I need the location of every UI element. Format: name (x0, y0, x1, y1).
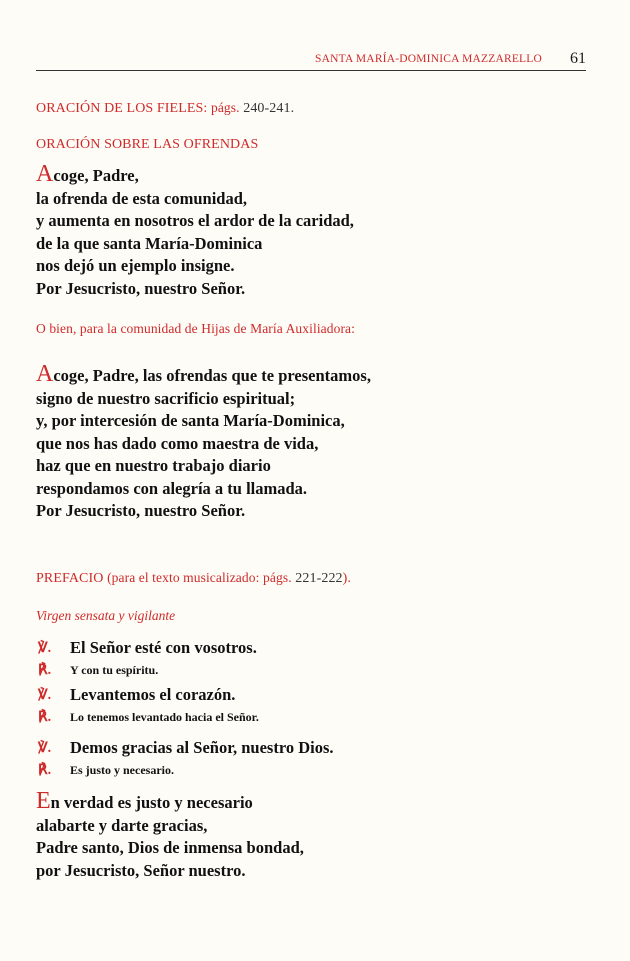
prefacio-label: PREFACIO (36, 571, 104, 586)
response-text: Y con tu espíritu. (70, 663, 159, 677)
pags-label: págs. (210, 100, 240, 115)
prefacio-close: ). (342, 571, 352, 586)
page-header (36, 50, 586, 71)
oracion-fieles-rubric (36, 100, 294, 117)
page-number: 61 (570, 50, 586, 67)
prefacio-rubric (36, 570, 351, 587)
prayer-line: respondamos con alegría a tu llamada. (36, 478, 308, 498)
prayer-line: nos dejó un ejemplo insigne. (36, 256, 235, 275)
preface-text (36, 790, 304, 882)
versicle-symbol: ℣. (38, 688, 52, 703)
drop-initial: A (36, 361, 54, 387)
prayer-line-first (36, 790, 304, 815)
response-symbol: ℟. (38, 763, 52, 778)
prayer-line: y aumenta en nosotros el ardor de la caridad, (36, 211, 354, 230)
prayer-line: n verdad es justo y necesario (50, 793, 253, 812)
prayer-line: haz que en nuestro trabajo diario (36, 456, 271, 475)
versicle-text: Levantemos el corazón. (70, 685, 236, 704)
drop-initial: E (36, 788, 51, 814)
prayer-line: que nos has dado como maestra de vida, (36, 433, 319, 453)
versicle-text: El Señor esté con vosotros. (70, 638, 257, 657)
running-title: SANTA MARÍA-DOMINICA MAZZARELLO (315, 53, 542, 65)
response-symbol: ℟. (38, 710, 52, 725)
response-text: Es justo y necesario. (70, 763, 174, 777)
response-symbol: ℟. (38, 663, 52, 678)
prefacio-note: (para el texto musicalizado: (107, 570, 260, 585)
pages-ref: 240-241. (243, 101, 295, 116)
prayer-line: signo de nuestro sacrificio espiritual; (36, 388, 296, 408)
prayer-line: Por Jesucristo, nuestro Señor. (36, 501, 246, 520)
pages-ref: 221-222 (295, 571, 343, 586)
response-text: Lo tenemos levantado hacia el Señor. (70, 710, 259, 724)
prayer-line-first (36, 163, 354, 188)
prayer-line: coge, Padre, las ofrendas que te presentamos, (53, 366, 371, 385)
pags-label: págs. (263, 570, 292, 585)
drop-initial: A (36, 161, 54, 187)
prayer-line: Por Jesucristo, nuestro Señor. (36, 278, 246, 298)
versicle-text: Demos gracias al Señor, nuestro Dios. (70, 738, 334, 757)
prayer-line: Padre santo, Dios de inmensa bondad, (36, 838, 304, 857)
versicle-symbol: ℣. (38, 641, 52, 656)
prayer-line: de la que santa María-Dominica (36, 233, 263, 253)
prayer-line: la ofrenda de esta comunidad, (36, 188, 248, 208)
alt-rubric: O bien, para la comunidad de Hijas de María Auxiliadora: (36, 321, 355, 336)
prefacio-subtitle: Virgen sensata y vigilante (36, 608, 176, 623)
prayer-line-first (36, 363, 371, 388)
prayer-ofrendas-2 (36, 363, 371, 523)
oracion-fieles-label: ORACIÓN DE LOS FIELES: (36, 101, 208, 116)
prayer-line: por Jesucristo, Señor nuestro. (36, 860, 246, 880)
versicle-symbol: ℣. (38, 741, 52, 756)
prayer-line: alabarte y darte gracias, (36, 815, 208, 835)
ofrendas-title: ORACIÓN SOBRE LAS OFRENDAS (36, 137, 259, 152)
prayer-line: coge, Padre, (53, 166, 139, 185)
prayer-line: y, por intercesión de santa María-Dominica, (36, 411, 345, 430)
prayer-ofrendas-1 (36, 163, 354, 300)
